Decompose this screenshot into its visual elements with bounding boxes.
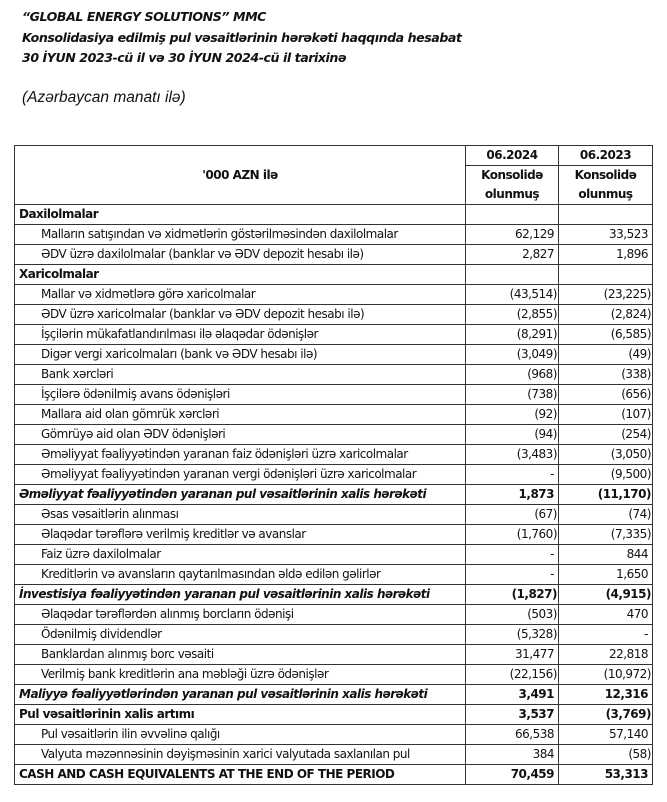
row-label: ƏDV üzrə xaricolmalar (banklar və ƏDV depozit hesabı ilə) <box>15 305 466 325</box>
row-label: Malların satışından və xidmətlərin göstərilməsindən daxilolmalar <box>15 225 466 245</box>
row-label: Mallar və xidmətlərə görə xaricolmalar <box>15 285 466 305</box>
value-2023: (23,225) <box>559 285 653 305</box>
value-2024: (94) <box>466 425 559 445</box>
value-2024: 66,538 <box>466 725 559 745</box>
value-2023: (7,335) <box>559 525 653 545</box>
table-row <box>15 505 653 525</box>
header-period-2023: 06.2023 <box>559 146 653 166</box>
row-label: İnvestisiya fəaliyyətindən yaranan pul vəsaitlərinin xalis hərəkəti <box>15 585 466 605</box>
value-2023: (9,500) <box>559 465 653 485</box>
value-2024 <box>466 205 559 225</box>
row-label: Digər vergi xaricolmaları (bank və ƏDV hesabı ilə) <box>15 345 466 365</box>
statement-title: Konsolidasiya edilmiş pul vəsaitlərinin hərəkəti haqqında hesabat <box>22 30 462 45</box>
row-label: Bank xərcləri <box>15 365 466 385</box>
row-label: Ödənilmiş dividendlər <box>15 625 466 645</box>
row-label: İşçilərə ödənilmiş avans ödənişləri <box>15 385 466 405</box>
value-2023: - <box>559 625 653 645</box>
value-2024: 3,491 <box>466 685 559 705</box>
table-row <box>15 745 653 765</box>
value-2024: 62,129 <box>466 225 559 245</box>
value-2023: (2,824) <box>559 305 653 325</box>
table-row <box>15 365 653 385</box>
value-2024: (92) <box>466 405 559 425</box>
table-row <box>15 545 653 565</box>
value-2024: - <box>466 465 559 485</box>
header-consolidated-2024-line2: olunmuş <box>466 185 559 205</box>
value-2024: 1,873 <box>466 485 559 505</box>
row-label: Əsas vəsaitlərin alınması <box>15 505 466 525</box>
header-period-2024: 06.2024 <box>466 146 559 166</box>
row-label: Maliyyə fəaliyyətlərindən yaranan pul vəsaitlərinin xalis hərəkəti <box>15 685 466 705</box>
row-label: Əlaqədar tərəflərdən alınmış borcların ödənişi <box>15 605 466 625</box>
table-row <box>15 645 653 665</box>
row-label: ƏDV üzrə daxilolmalar (banklar və ƏDV depozit hesabı ilə) <box>15 245 466 265</box>
header-consolidated-2023-line1: Konsolidə <box>559 166 653 186</box>
value-2024: - <box>466 545 559 565</box>
table-row <box>15 285 653 305</box>
table-row <box>15 605 653 625</box>
statement-period: 30 İYUN 2023-cü il və 30 İYUN 2024-cü il tarixinə <box>22 50 347 65</box>
table-row <box>15 625 653 645</box>
value-2023: (656) <box>559 385 653 405</box>
value-2023: 22,818 <box>559 645 653 665</box>
row-label: CASH AND CASH EQUIVALENTS AT THE END OF THE PERIOD <box>15 765 466 785</box>
value-2023: 57,140 <box>559 725 653 745</box>
value-2024: 70,459 <box>466 765 559 785</box>
value-2023: 12,316 <box>559 685 653 705</box>
header-label-cell <box>15 146 466 205</box>
row-label: Kreditlərin və avansların qaytarılmasından əldə edilən gəlirlər <box>15 565 466 585</box>
value-2024: (67) <box>466 505 559 525</box>
subtotal-row <box>15 585 653 605</box>
value-2023: (11,170) <box>559 485 653 505</box>
value-2024: 384 <box>466 745 559 765</box>
row-label: Əməliyyat fəaliyyətindən yaranan faiz ödənişləri üzrə xaricolmalar <box>15 445 466 465</box>
value-2023 <box>559 205 653 225</box>
value-2024: 31,477 <box>466 645 559 665</box>
row-label: Verilmiş bank kreditlərin ana məbləği üzrə ödənişlər <box>15 665 466 685</box>
currency-note: (Azərbaycan manatı ilə) <box>22 89 186 106</box>
value-2023: (3,050) <box>559 445 653 465</box>
value-2023: (49) <box>559 345 653 365</box>
value-2023: (10,972) <box>559 665 653 685</box>
value-2024: (3,483) <box>466 445 559 465</box>
value-2024: (738) <box>466 385 559 405</box>
value-2023 <box>559 265 653 285</box>
row-label: Mallara aid olan gömrük xərcləri <box>15 405 466 425</box>
header-consolidated-2024-line1: Konsolidə <box>466 166 559 186</box>
row-label: Əməliyyat fəaliyyətindən yaranan pul vəsaitlərinin xalis hərəkəti <box>15 485 466 505</box>
value-2024: - <box>466 565 559 585</box>
value-2024: (8,291) <box>466 325 559 345</box>
table-row <box>15 405 653 425</box>
total-row <box>15 765 653 785</box>
value-2023: (107) <box>559 405 653 425</box>
row-label: Banklardan alınmış borc vəsaiti <box>15 645 466 665</box>
row-label: Əməliyyat fəaliyyətindən yaranan vergi ödənişləri üzrə xaricolmalar <box>15 465 466 485</box>
value-2024: 3,537 <box>466 705 559 725</box>
value-2024: (503) <box>466 605 559 625</box>
table-row <box>15 245 653 265</box>
table-row <box>15 425 653 445</box>
row-label: Əlaqədar tərəflərə verilmiş kreditlər və avanslar <box>15 525 466 545</box>
value-2023: 1,650 <box>559 565 653 585</box>
table-row <box>15 725 653 745</box>
table-row <box>15 225 653 245</box>
table-row <box>15 445 653 465</box>
value-2023: 33,523 <box>559 225 653 245</box>
value-2023: 470 <box>559 605 653 625</box>
table-row <box>15 325 653 345</box>
table-row <box>15 465 653 485</box>
header-consolidated-2023-line2: olunmuş <box>559 185 653 205</box>
header-label: '000 AZN ilə <box>202 167 278 182</box>
value-2023: (6,585) <box>559 325 653 345</box>
table-row <box>15 345 653 365</box>
table-row <box>15 665 653 685</box>
row-label: Pul vəsaitlərinin xalis artımı <box>15 705 466 725</box>
table-row <box>15 385 653 405</box>
row-label: Daxilolmalar <box>15 205 466 225</box>
value-2023: (3,769) <box>559 705 653 725</box>
value-2023: 1,896 <box>559 245 653 265</box>
value-2023: (4,915) <box>559 585 653 605</box>
cash-flow-table <box>14 145 653 785</box>
value-2024: (22,156) <box>466 665 559 685</box>
value-2023: (338) <box>559 365 653 385</box>
value-2024: (968) <box>466 365 559 385</box>
table-row <box>15 525 653 545</box>
table-row <box>15 565 653 585</box>
subtotal-row <box>15 685 653 705</box>
row-label: Faiz üzrə daxilolmalar <box>15 545 466 565</box>
value-2024: (1,827) <box>466 585 559 605</box>
value-2023: (254) <box>559 425 653 445</box>
section-header-row <box>15 205 653 225</box>
row-label: Xaricolmalar <box>15 265 466 285</box>
value-2023: 844 <box>559 545 653 565</box>
subtotal-row <box>15 485 653 505</box>
row-label: Pul vəsaitlərin ilin əvvəlinə qalığı <box>15 725 466 745</box>
row-label: Valyuta məzənnəsinin dəyişməsinin xarici valyutada saxlanılan pul <box>15 745 466 765</box>
total-row <box>15 705 653 725</box>
value-2023: (74) <box>559 505 653 525</box>
value-2024: (1,760) <box>466 525 559 545</box>
company-name: “GLOBAL ENERGY SOLUTIONS” MMC <box>22 9 266 24</box>
row-label: İşçilərin mükafatlandırılması ilə əlaqədar ödənişlər <box>15 325 466 345</box>
value-2024: (2,855) <box>466 305 559 325</box>
table-row <box>15 305 653 325</box>
value-2024: (5,328) <box>466 625 559 645</box>
row-label: Gömrüyə aid olan ƏDV ödənişləri <box>15 425 466 445</box>
table-header-row <box>15 146 653 166</box>
value-2024 <box>466 265 559 285</box>
value-2024: 2,827 <box>466 245 559 265</box>
value-2024: (43,514) <box>466 285 559 305</box>
section-header-row <box>15 265 653 285</box>
value-2023: (58) <box>559 745 653 765</box>
value-2024: (3,049) <box>466 345 559 365</box>
value-2023: 53,313 <box>559 765 653 785</box>
